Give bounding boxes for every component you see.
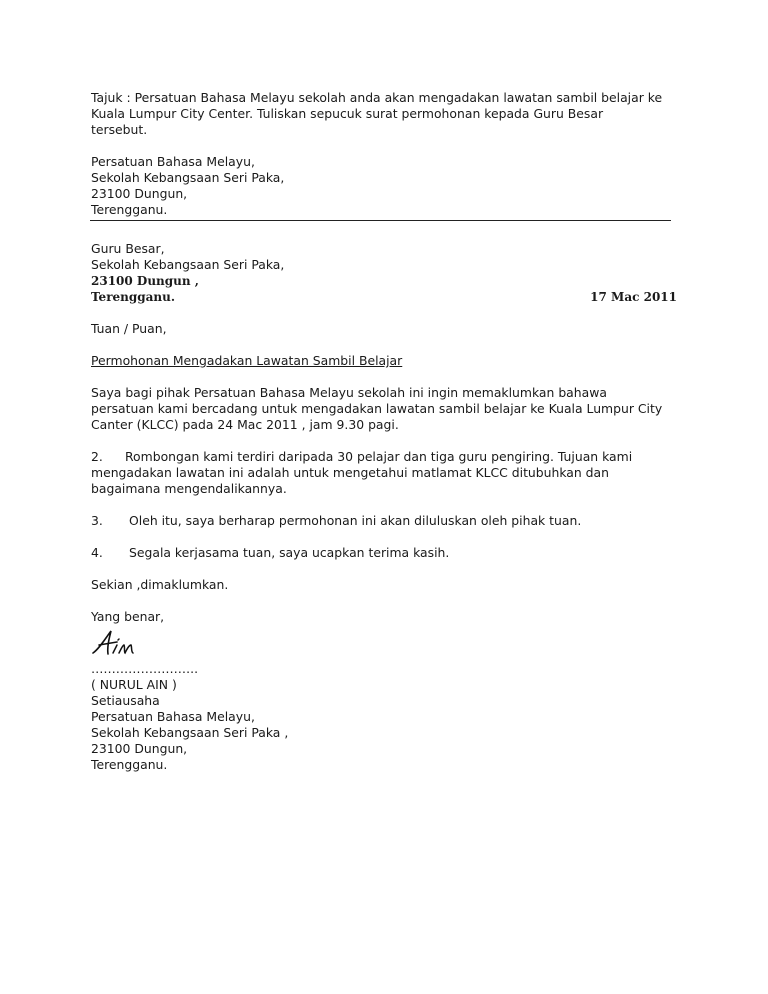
sender-line: Sekolah Kebangsaan Seri Paka, [91, 170, 285, 185]
signer-line: Sekolah Kebangsaan Seri Paka , [91, 725, 289, 740]
paragraph-3 [91, 513, 691, 529]
recipient-line: 23100 Dungun , [91, 274, 199, 288]
paragraph-line: persatuan kami bercadang untuk mengadakan lawatan sambil belajar ke Kuala Lumpur City [91, 401, 663, 416]
signature-icon [91, 627, 151, 661]
paragraph-line: mengadakan lawatan ini adalah untuk mengetahui matlamat KLCC ditubuhkan dan [91, 465, 609, 480]
tajuk-line: Tajuk : Persatuan Bahasa Melayu sekolah anda akan mengadakan lawatan sambil belajar ke [91, 90, 663, 105]
recipient-line: Terengganu. [91, 290, 176, 304]
paragraph-line: Saya bagi pihak Persatuan Bahasa Melayu sekolah ini ingin memaklumkan bahawa [91, 385, 607, 400]
paragraph-line: bagaimana mengendalikannya. [91, 481, 287, 496]
recipient-line: Sekolah Kebangsaan Seri Paka, [91, 257, 285, 272]
letter-page [91, 90, 691, 773]
tajuk-block [91, 90, 691, 138]
signer-line: 23100 Dungun, [91, 741, 188, 756]
paragraph-2 [91, 449, 691, 497]
signer-block [91, 677, 691, 773]
salutation: Tuan / Puan, [91, 321, 167, 336]
paragraph-1 [91, 385, 691, 433]
sender-line: Terengganu. [91, 202, 168, 217]
handwritten-signature [91, 627, 691, 661]
signer-line: Persatuan Bahasa Melayu, [91, 709, 255, 724]
paragraph-line: Rombongan kami terdiri daripada 30 pelajar dan tiga guru pengiring. Tujuan kami [125, 449, 633, 464]
signer-line: ( NURUL AIN ) [91, 677, 177, 692]
paragraph-number: 3. [91, 513, 103, 528]
paragraph-number: 4. [91, 545, 103, 560]
subject-line: Permohonan Mengadakan Lawatan Sambil Belajar [91, 353, 403, 368]
sender-line: Persatuan Bahasa Melayu, [91, 154, 255, 169]
closing-sekian: Sekian ,dimaklumkan. [91, 577, 229, 592]
sender-line: 23100 Dungun, [91, 186, 188, 201]
sender-address [91, 154, 691, 218]
tajuk-line: tersebut. [91, 122, 148, 137]
recipient-address [91, 241, 691, 305]
divider-line [90, 220, 671, 221]
paragraph-4 [91, 545, 691, 561]
signature-dots: …………………….. [91, 661, 199, 676]
tajuk-line: Kuala Lumpur City Center. Tuliskan sepucuk surat permohonan kepada Guru Besar [91, 106, 604, 121]
paragraph-number: 2. [91, 449, 103, 464]
signer-line: Setiausaha [91, 693, 160, 708]
paragraph-line: Canter (KLCC) pada 24 Mac 2011 , jam 9.30 pagi. [91, 417, 399, 432]
letter-date: 17 Mac 2011 [590, 290, 677, 304]
signer-line: Terengganu. [91, 757, 168, 772]
recipient-line: Guru Besar, [91, 241, 165, 256]
closing-yang-benar: Yang benar, [91, 609, 165, 624]
paragraph-line: Oleh itu, saya berharap permohonan ini akan diluluskan oleh pihak tuan. [129, 513, 582, 528]
paragraph-line: Segala kerjasama tuan, saya ucapkan terima kasih. [129, 545, 450, 560]
